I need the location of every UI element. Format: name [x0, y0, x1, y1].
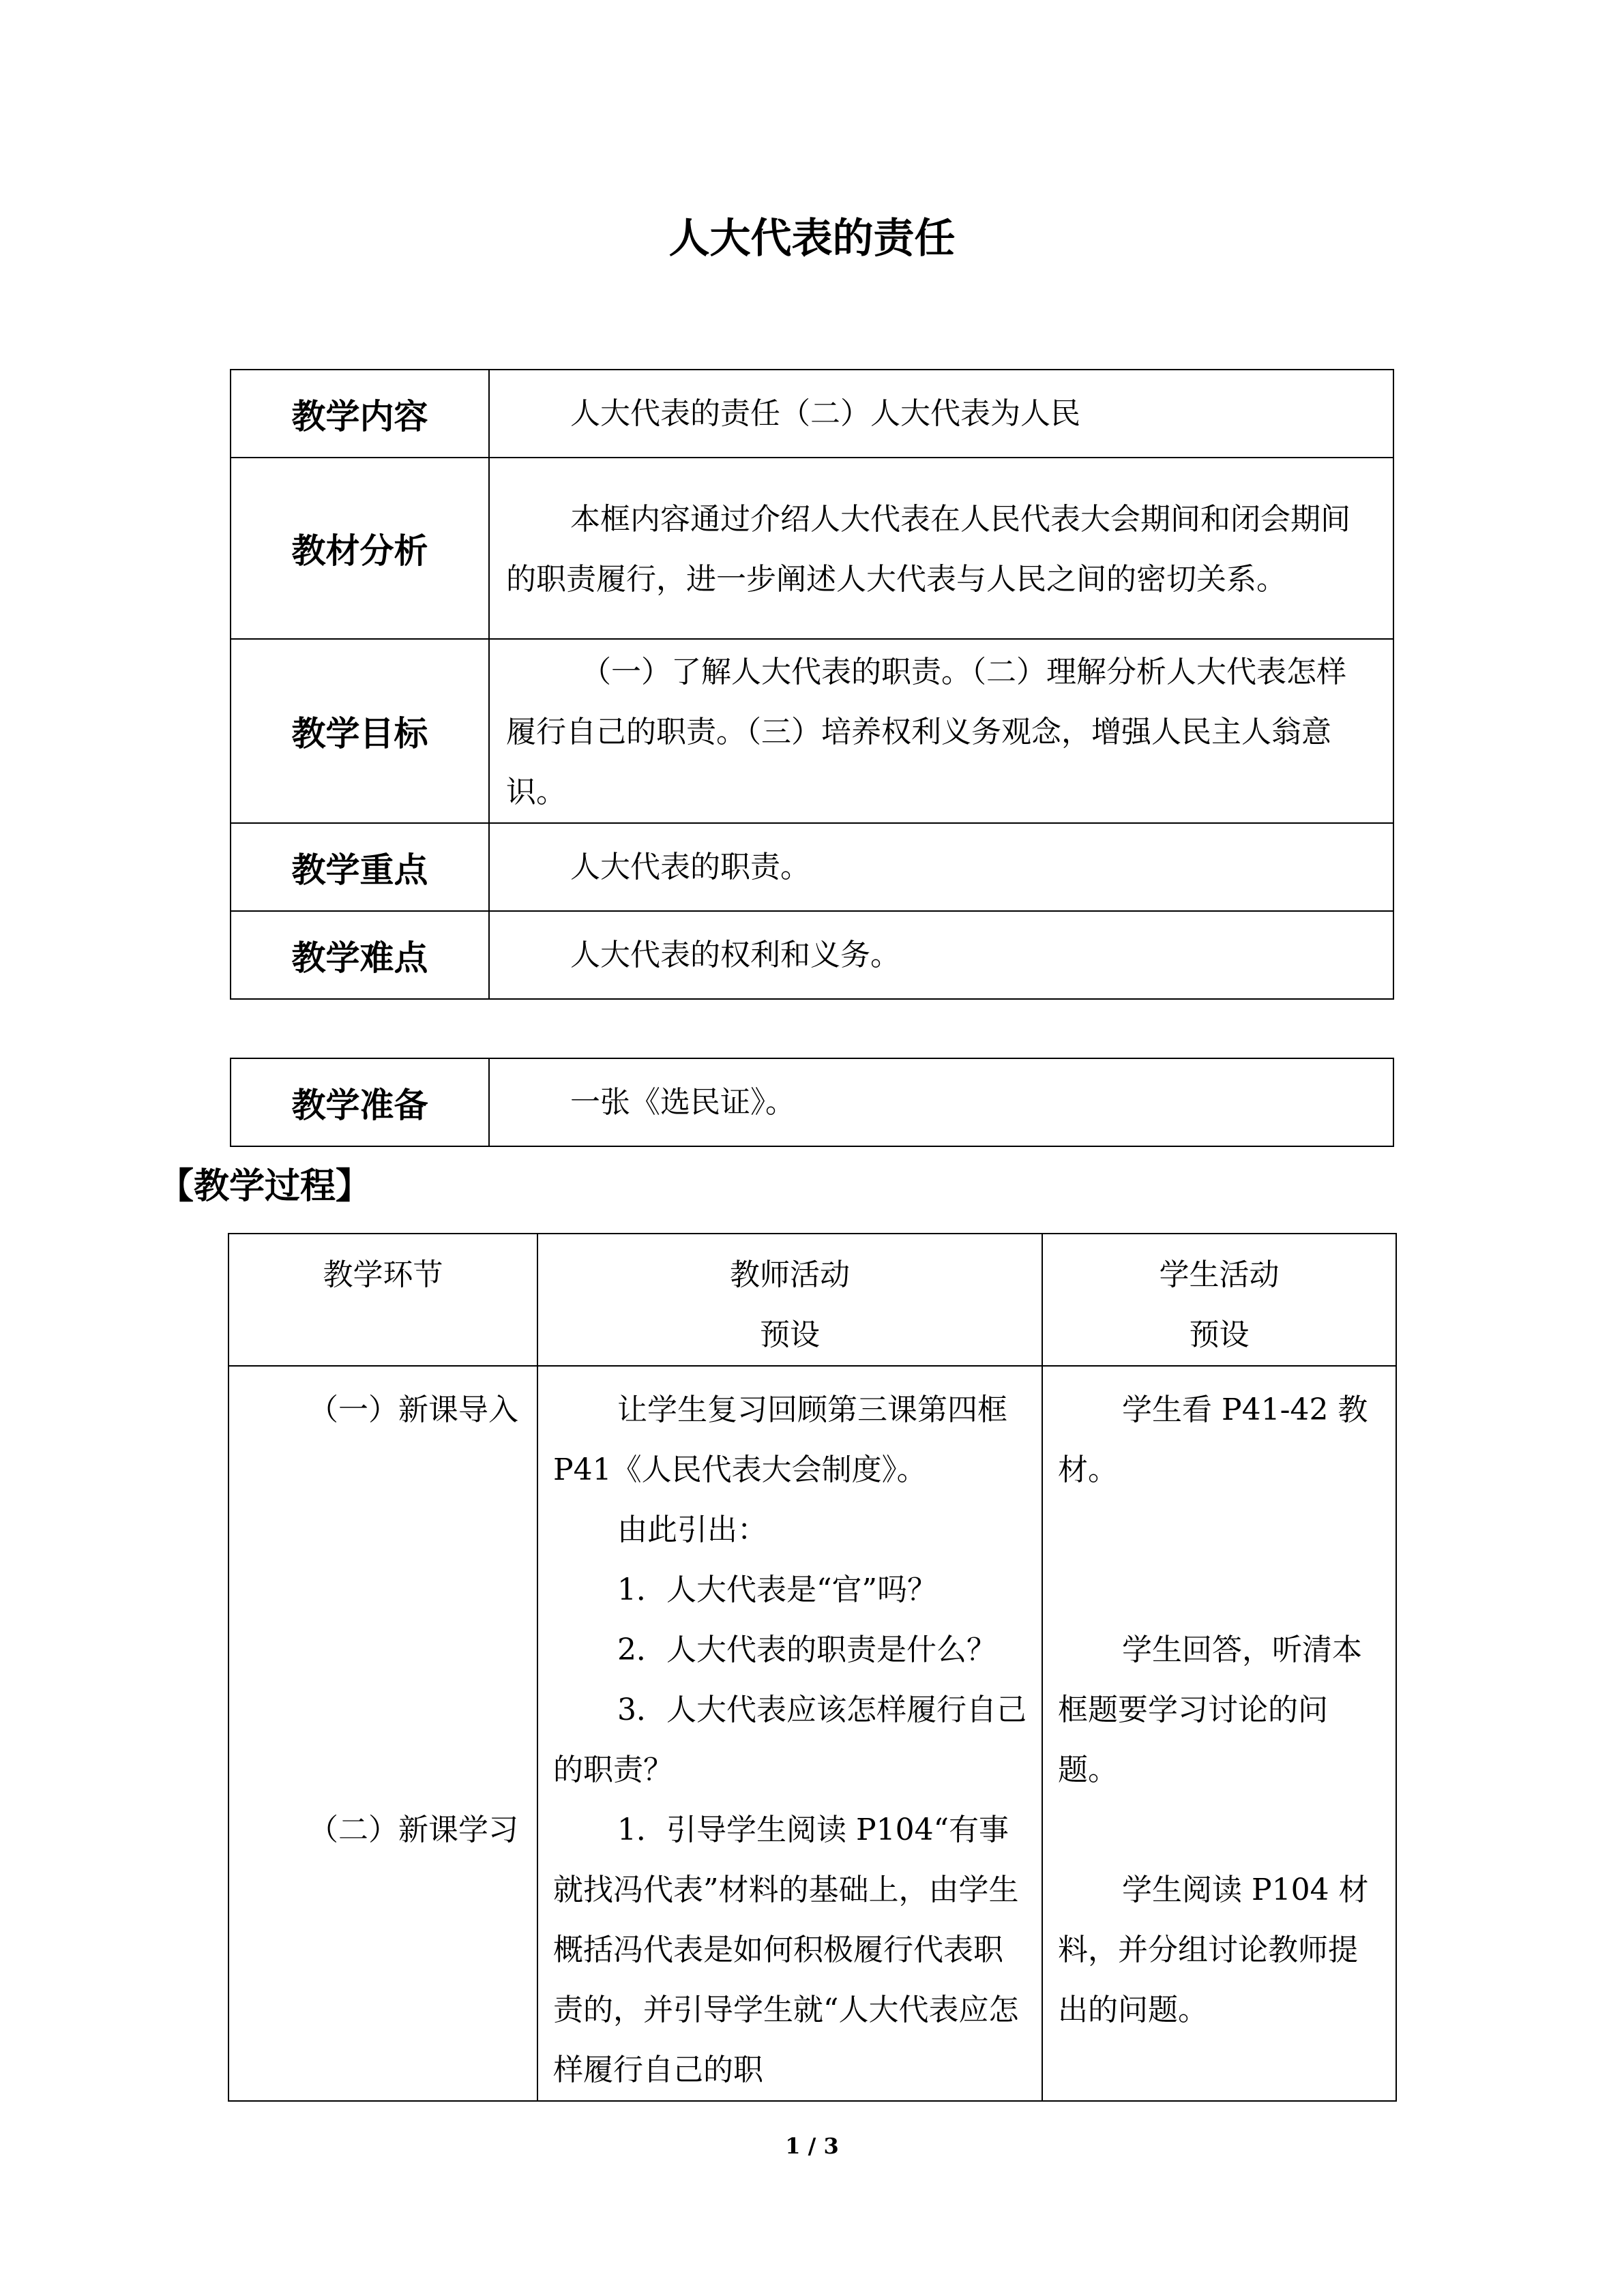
process-table — [228, 1233, 1397, 2102]
prep-value: 一张《选民证》。 — [489, 1058, 1393, 1146]
student-paragraph: 学生看 P41-42 教材。 — [1058, 1392, 1368, 1487]
header-teacher-line2: 预设 — [760, 1317, 820, 1352]
student-cell — [1042, 1366, 1396, 2101]
teacher-paragraph: 由此引出： — [617, 1512, 767, 1547]
prep-table — [230, 1058, 1394, 1147]
info-label: 教材分析 — [231, 458, 489, 639]
info-label: 教学内容 — [231, 370, 489, 458]
teacher-paragraph: 1．引导学生阅读 P104“有事就找冯代表”材料的基础上，由学生概括冯代表是如何积极履行代表职责的，并引导学生就“人大代表应怎样履行自己的职 — [553, 1813, 1019, 2087]
info-row-key-points — [231, 823, 1393, 911]
process-header-row — [228, 1234, 1396, 1366]
info-label: 教学重点 — [231, 823, 489, 911]
info-value: 本框内容通过介绍人大代表在人民代表大会期间和闭会期间的职责履行，进一步阐述人大代表与人民之间的密切关系。 — [489, 458, 1393, 639]
page-title: 人大代表的责任 — [668, 215, 956, 263]
prep-label: 教学准备 — [231, 1058, 489, 1146]
teacher-cell — [537, 1366, 1042, 2101]
header-stage — [228, 1234, 537, 1366]
header-student-line2: 预设 — [1189, 1317, 1250, 1352]
stage-item: （一）新课导入 — [308, 1392, 518, 1427]
info-label: 教学难点 — [231, 911, 489, 999]
process-body-row — [228, 1366, 1396, 2101]
info-row-analysis — [231, 458, 1393, 639]
student-paragraph: 学生阅读 P104 材料，并分组讨论教师提出的问题。 — [1058, 1873, 1369, 2027]
header-stage-label: 教学环节 — [323, 1257, 443, 1292]
info-value: 人大代表的责任（二）人大代表为人民 — [489, 370, 1393, 458]
student-paragraph: 学生回答，听清本框题要学习讨论的问题。 — [1058, 1632, 1362, 1787]
info-value: （一）了解人大代表的职责。（二）理解分析人大代表怎样履行自己的职责。（三）培养权利义务观念，增强人民主人翁意识。 — [489, 639, 1393, 823]
teacher-paragraph: 2．人大代表的职责是什么？ — [617, 1632, 996, 1667]
teacher-paragraph: 1．人大代表是“官”吗？ — [617, 1572, 937, 1607]
stage-cell — [228, 1366, 537, 2101]
stage-item: （二）新课学习 — [308, 1813, 518, 1847]
info-row-objectives — [231, 639, 1393, 823]
info-value: 人大代表的职责。 — [489, 823, 1393, 911]
header-teacher — [537, 1234, 1042, 1366]
prep-row — [231, 1058, 1393, 1146]
header-student-line1: 学生活动 — [1159, 1257, 1280, 1292]
teacher-paragraph: 3．人大代表应该怎样履行自己的职责？ — [553, 1693, 1027, 1787]
page-number: 1 / 3 — [785, 2133, 839, 2159]
header-teacher-line1: 教师活动 — [730, 1257, 850, 1292]
info-value: 人大代表的权利和义务。 — [489, 911, 1393, 999]
info-row-difficulties — [231, 911, 1393, 999]
info-label: 教学目标 — [231, 639, 489, 823]
section-title: 【教学过程】 — [158, 1166, 372, 1207]
info-table — [230, 369, 1394, 1000]
teacher-paragraph: 让学生复习回顾第三课第四框 P41《人民代表大会制度》。 — [553, 1392, 1007, 1487]
info-row-content — [231, 370, 1393, 458]
header-student — [1042, 1234, 1396, 1366]
